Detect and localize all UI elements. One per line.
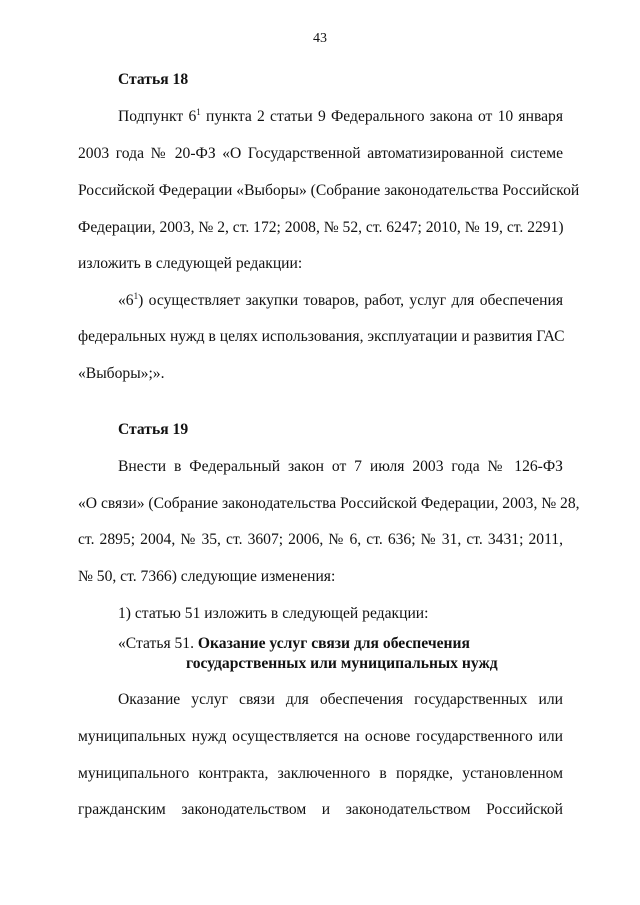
article-18-heading: Статья 18 — [118, 71, 189, 88]
page-number: 43 — [313, 31, 327, 46]
article-18-p2-line2: федеральных нужд в целях использования, эксплуатации и развития ГАС — [78, 328, 565, 345]
text-run: Подпункт 6 — [118, 108, 197, 125]
article-18-p1-line3: Российской Федерации «Выборы» (Собрание законодательства Российской — [78, 182, 580, 199]
article-51-title: Оказание услуг связи для обеспечения — [197, 635, 470, 652]
article-51-prefix: «Статья 51. — [118, 635, 198, 652]
article-51-p-line1: Оказание услуг связи для обеспечения государственных или — [118, 691, 563, 708]
article-19-heading: Статья 19 — [118, 421, 189, 438]
article-18-p1-line1 — [118, 107, 563, 127]
article-18-p1-line5: изложить в следующей редакции: — [78, 255, 303, 272]
article-51-p-line4: гражданским законодательством и законодательством Российской — [78, 801, 563, 818]
article-18-p2-line1 — [118, 291, 563, 311]
article-18-p1-line2: 2003 года № 20-ФЗ «О Государственной автоматизированной системе — [78, 145, 563, 162]
article-19-p1-line1: Внести в Федеральный закон от 7 июля 2003 года № 126-ФЗ — [118, 458, 563, 475]
article-19-p1-line3: ст. 2895; 2004, № 35, ст. 3607; 2006, № 6, ст. 636; № 31, ст. 3431; 2011, — [78, 531, 563, 548]
article-19-p1-line4: № 50, ст. 7366) следующие изменения: — [78, 568, 336, 585]
article-19-item1: 1) статью 51 изложить в следующей редакции: — [118, 605, 429, 622]
article-19-p1-line2: «О связи» (Собрание законодательства Российской Федерации, 2003, № 28, — [78, 495, 580, 512]
superscript: 1 — [133, 291, 139, 301]
text-run: пункта 2 статьи 9 Федерального закона от 10 января — [200, 108, 563, 125]
text-run: ) осуществляет закупки товаров, работ, услуг для обеспечения — [138, 292, 563, 309]
superscript: 1 — [196, 107, 201, 117]
article-18-p2-line3: «Выборы»;». — [78, 365, 165, 382]
article-51-p-line2: муниципальных нужд осуществляется на основе государственного или — [78, 728, 563, 745]
text-run: «6 — [118, 292, 134, 309]
article-51-title-line1 — [118, 634, 470, 654]
article-18-p1-line4: Федерации, 2003, № 2, ст. 172; 2008, № 52, ст. 6247; 2010, № 19, ст. 2291) — [78, 219, 564, 236]
article-51-p-line3: муниципального контракта, заключенного в порядке, установленном — [78, 765, 563, 782]
article-51-title-line2: государственных или муниципальных нужд — [186, 655, 498, 672]
